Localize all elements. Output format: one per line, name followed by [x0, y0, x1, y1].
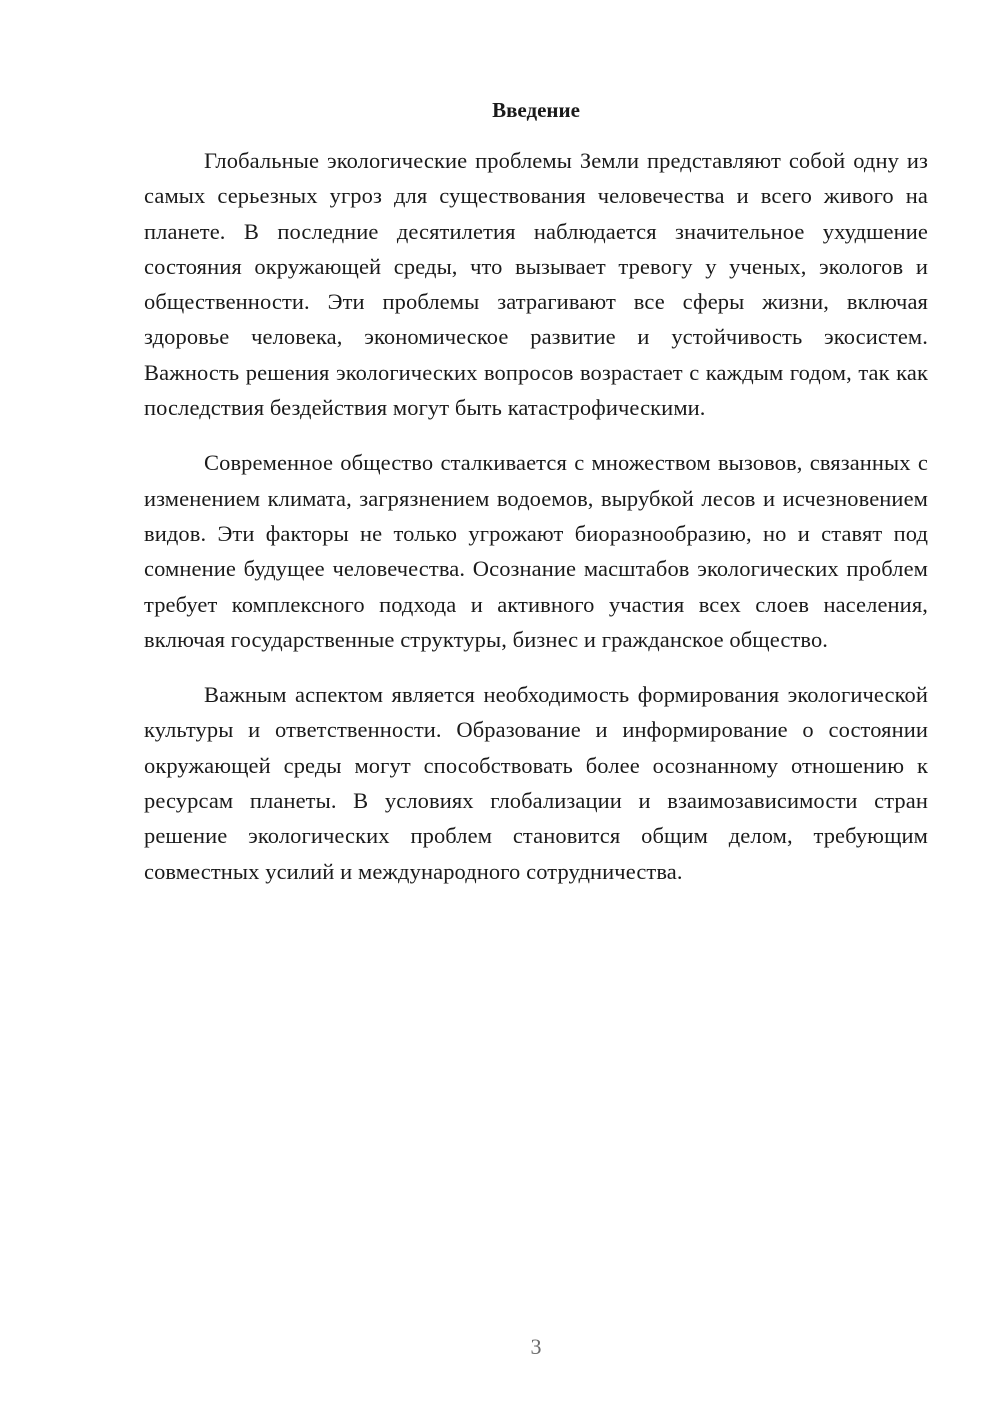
paragraph-3: Важным аспектом является необходимость формирования экологической культуры и ответственности. Образование и информирование о состоянии окружающей среды могут способствовать более осознанному отношению к ресурсам планеты. В условиях глобализации и взаимозависимости стран решение экологических проблем становится общим делом, требующим совместных усилий и международного сотрудничества.	[144, 682, 928, 884]
page-number: 3	[530, 1334, 542, 1359]
section-heading: Введение	[492, 98, 580, 122]
paragraph-1: Глобальные экологические проблемы Земли представляют собой одну из самых серьезных угроз для существования человечества и всего живого на планете. В последние десятилетия наблюдается значительное ухудшение состояния окружающей среды, что вызывает тревогу у ученых, экологов и общественности. Эти проблемы затрагивают все сферы жизни, включая здоровье человека, экономическое развитие и устойчивость экосистем. Важность решения экологических вопросов возрастает с каждым годом, так как последствия бездействия могут быть катастрофическими.	[144, 148, 928, 421]
page-content	[144, 94, 928, 909]
paragraph-2: Современное общество сталкивается с множеством вызовов, связанных с изменением климата, загрязнением водоемов, вырубкой лесов и исчезновением видов. Эти факторы не только угрожают биоразнообразию, но и ставят под сомнение будущее человечества. Осознание масштабов экологических проблем требует комплексного подхода и активного участия всех слоев населения, включая государственные структуры, бизнес и гражданское общество.	[144, 450, 928, 652]
